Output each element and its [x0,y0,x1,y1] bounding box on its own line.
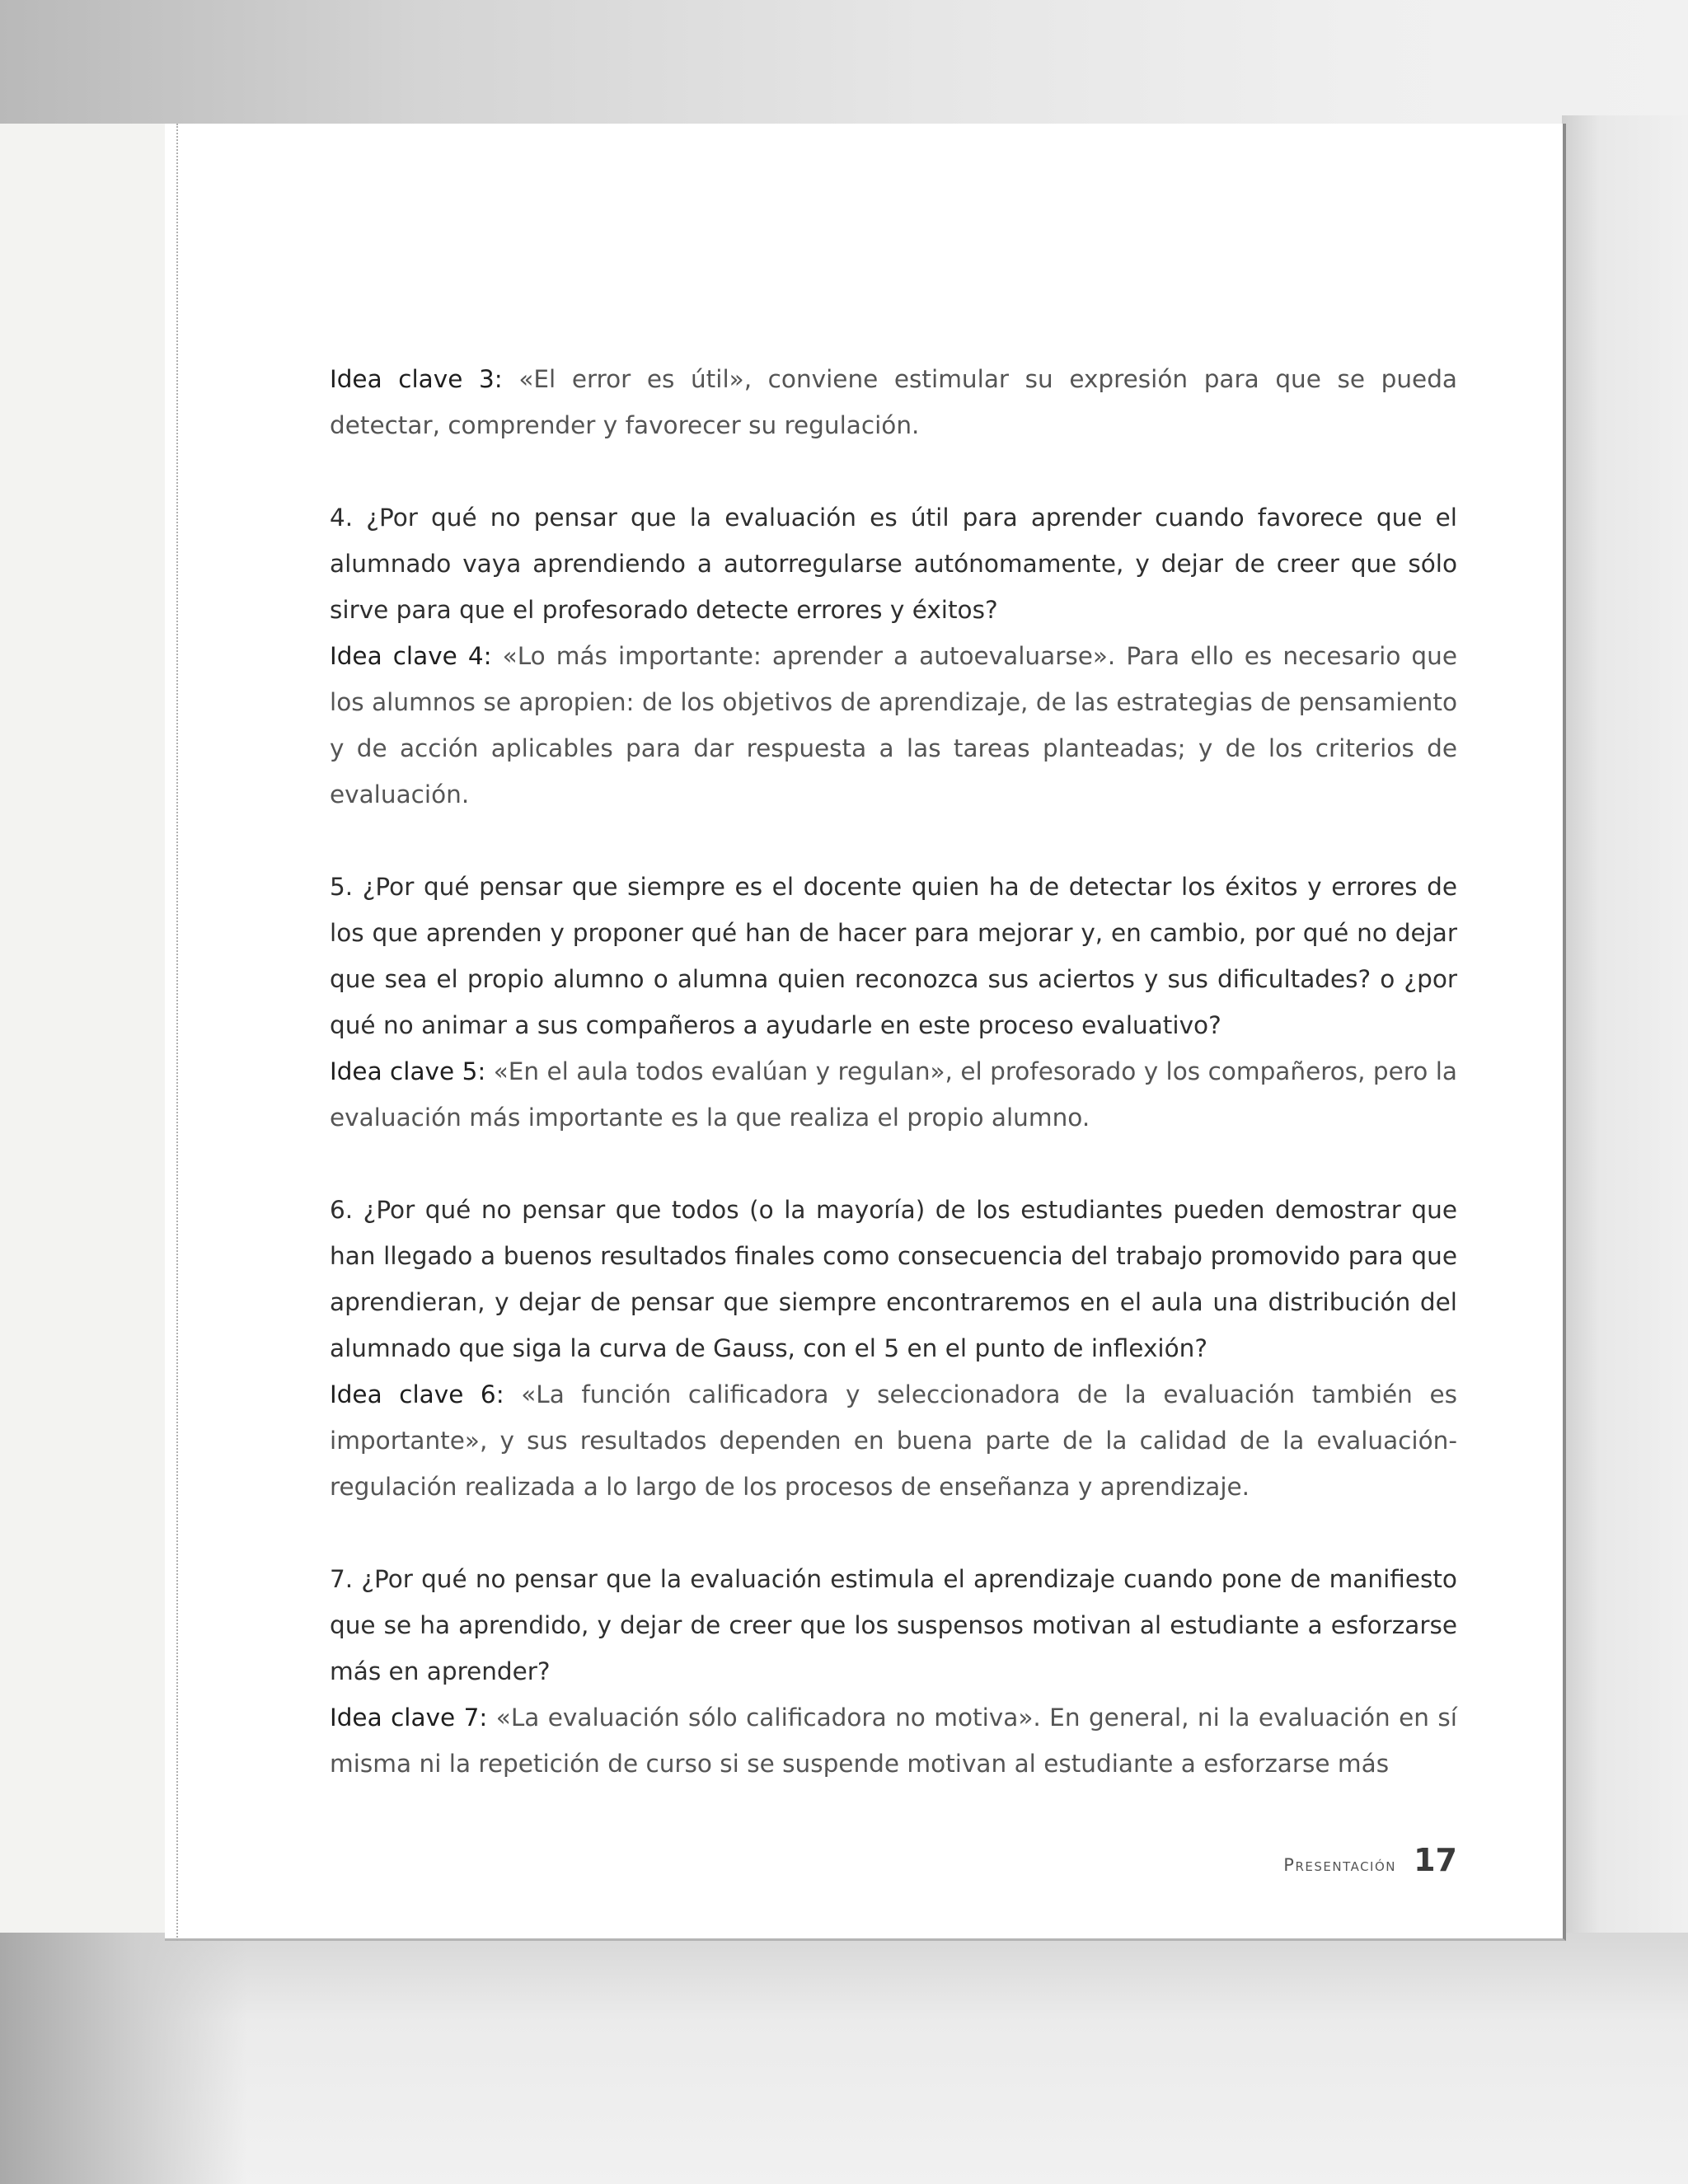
idea-label: Idea clave 3: [330,365,503,393]
section-question-5 [330,864,1457,1141]
idea-label: Idea clave 7: [330,1704,488,1732]
idea-text: «La evaluación sólo calificadora no motiva». En general, ni la evaluación en sí misma ni la repetición de curso si se suspende motivan al estudiante a esforzarse más [330,1704,1457,1778]
page-number: 17 [1414,1842,1457,1878]
scan-right-edge [1562,115,1688,1945]
scan-top-edge [0,0,1688,124]
question-paragraph: 5. ¿Por qué pensar que siempre es el docente quien ha de detectar los éxitos y errores de los que aprenden y proponer qué han de hacer para mejorar y, en cambio, por qué no dejar que sea el propio alumno o alumna quien reconozca sus aciertos y sus dificultades? o ¿por qué no animar a sus compañeros a ayudarle en este proceso evaluativo? [330,873,1457,1039]
idea-label: Idea clave 4: [330,642,492,670]
idea-paragraph [330,1694,1457,1787]
idea-paragraph [330,1371,1457,1510]
idea-text: «La función calificadora y seleccionadora de la evaluación también es importante», y sus resultados dependen en buena parte de la calidad de la evaluación-regulación realizada a lo largo de los procesos de enseñanza y aprendizaje. [330,1380,1457,1501]
page-binding-edge [176,124,186,1941]
idea-paragraph [330,356,1457,448]
idea-text: «En el aula todos evalúan y regulan», el profesorado y los compañeros, pero la evaluación más importante es la que realiza el propio alumno. [330,1057,1457,1132]
section-question-6 [330,1187,1457,1510]
question-paragraph: 6. ¿Por qué no pensar que todos (o la mayoría) de los estudiantes pueden demostrar que han llegado a buenos resultados finales como consecuencia del trabajo promovido para que aprendieran, y dejar de pensar que siempre encontraremos en el aula una distribución del alumnado que siga la curva de Gauss, con el 5 en el punto de inflexión? [330,1196,1457,1362]
scan-bottom-edge [0,1933,1688,2184]
scan-bottom-left-shadow [0,1933,247,2184]
idea-paragraph [330,1048,1457,1141]
idea-label: Idea clave 6: [330,1380,504,1408]
idea-text: «El error es útil», conviene estimular su expresión para que se pueda detectar, comprender y favorecer su regulación. [330,365,1458,439]
section-question-4 [330,494,1457,818]
section-idea-3 [330,356,1457,448]
idea-label: Idea clave 5: [330,1057,486,1085]
idea-text: «Lo más importante: aprender a autoevaluarse». Para ello es necesario que los alumnos se apropien: de los objetivos de aprendizaje, de las estrategias de pensamiento y de acción aplicables para dar respuesta a las tareas planteadas; y de los criterios de evaluación. [330,642,1457,808]
idea-paragraph [330,633,1457,818]
section-question-7 [330,1556,1457,1787]
question-paragraph: 4. ¿Por qué no pensar que la evaluación es útil para aprender cuando favorece que el alumnado vaya aprendiendo a autorregularse autónomamente, y dejar de creer que sólo sirve para que el profesorado detecte errores y éxitos? [330,504,1457,624]
page-footer [1236,1842,1457,1878]
section-label: Presentación [1283,1855,1397,1875]
page-content [330,356,1457,1833]
question-paragraph: 7. ¿Por qué no pensar que la evaluación estimula el aprendizaje cuando pone de manifiesto que se ha aprendido, y dejar de creer que los suspensos motivan al estudiante a esforzarse más en aprender? [330,1565,1457,1685]
